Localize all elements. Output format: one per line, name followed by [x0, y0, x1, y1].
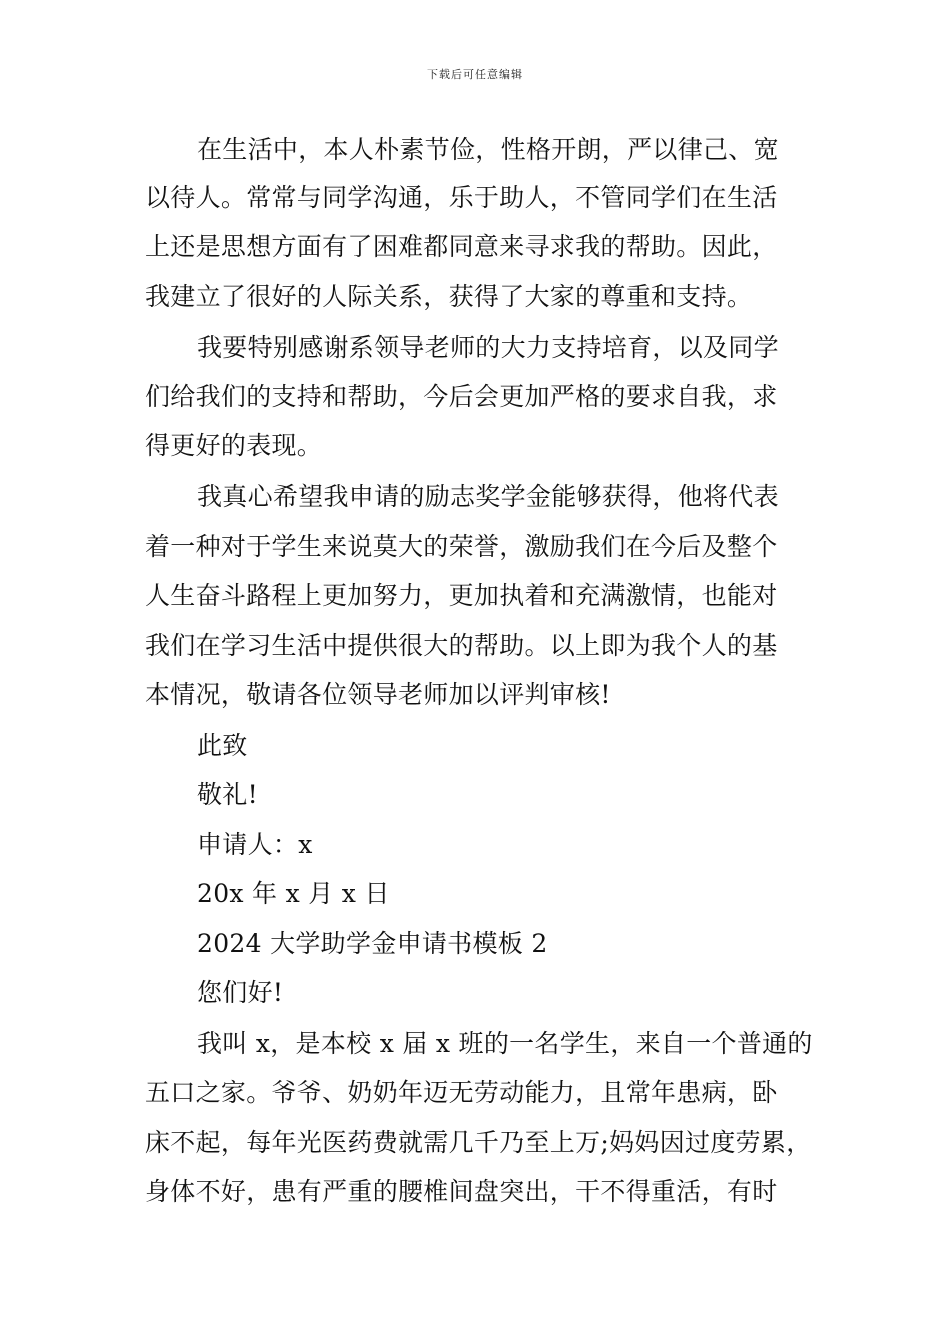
date-line: 20x 年 x 月 x 日	[197, 879, 390, 908]
text-line: 人生奋斗路程上更加努力，更加执着和充满激情，也能对	[145, 581, 778, 610]
text-line: 我要特别感谢系领导老师的大力支持培育，以及同学	[197, 333, 779, 362]
applicant-line: 申请人：x	[197, 830, 313, 859]
text-line: 我建立了很好的人际关系，获得了大家的尊重和支持。	[145, 282, 753, 311]
text-line: 在生活中，本人朴素节俭，性格开朗，严以律己、宽	[197, 135, 779, 164]
text-line: 我们在学习生活中提供很大的帮助。以上即为我个人的基	[145, 631, 778, 660]
page-header: 下载后可任意编辑	[427, 68, 523, 81]
closing-salutation: 此致	[197, 731, 248, 760]
text-line: 我真心希望我申请的励志奖学金能够获得，他将代表	[197, 482, 779, 511]
text-line: 们给我们的支持和帮助，今后会更加严格的要求自我，求	[145, 382, 778, 411]
text-line: 上还是思想方面有了困难都同意来寻求我的帮助。因此，	[145, 232, 778, 261]
text-line: 床不起，每年光医药费就需几千乃至上万;妈妈因过度劳累，	[145, 1128, 812, 1157]
text-line: 我叫 x，是本校 x 届 x 班的一名学生，来自一个普通的	[197, 1029, 813, 1058]
text-line: 五口之家。爷爷、奶奶年迈无劳动能力，且常年患病，卧	[145, 1078, 778, 1107]
text-line: 身体不好，患有严重的腰椎间盘突出，干不得重活，有时	[145, 1177, 778, 1206]
section-title: 2024 大学助学金申请书模板 2	[197, 929, 548, 958]
text-line: 着一种对于学生来说莫大的荣誉，激励我们在今后及整个	[145, 532, 778, 561]
greeting-line: 您们好!	[197, 978, 284, 1007]
text-line: 以待人。常常与同学沟通，乐于助人，不管同学们在生活	[145, 183, 778, 212]
closing-regards: 敬礼!	[197, 780, 258, 809]
text-line: 得更好的表现。	[145, 431, 323, 460]
text-line: 本情况，敬请各位领导老师加以评判审核!	[145, 680, 611, 709]
